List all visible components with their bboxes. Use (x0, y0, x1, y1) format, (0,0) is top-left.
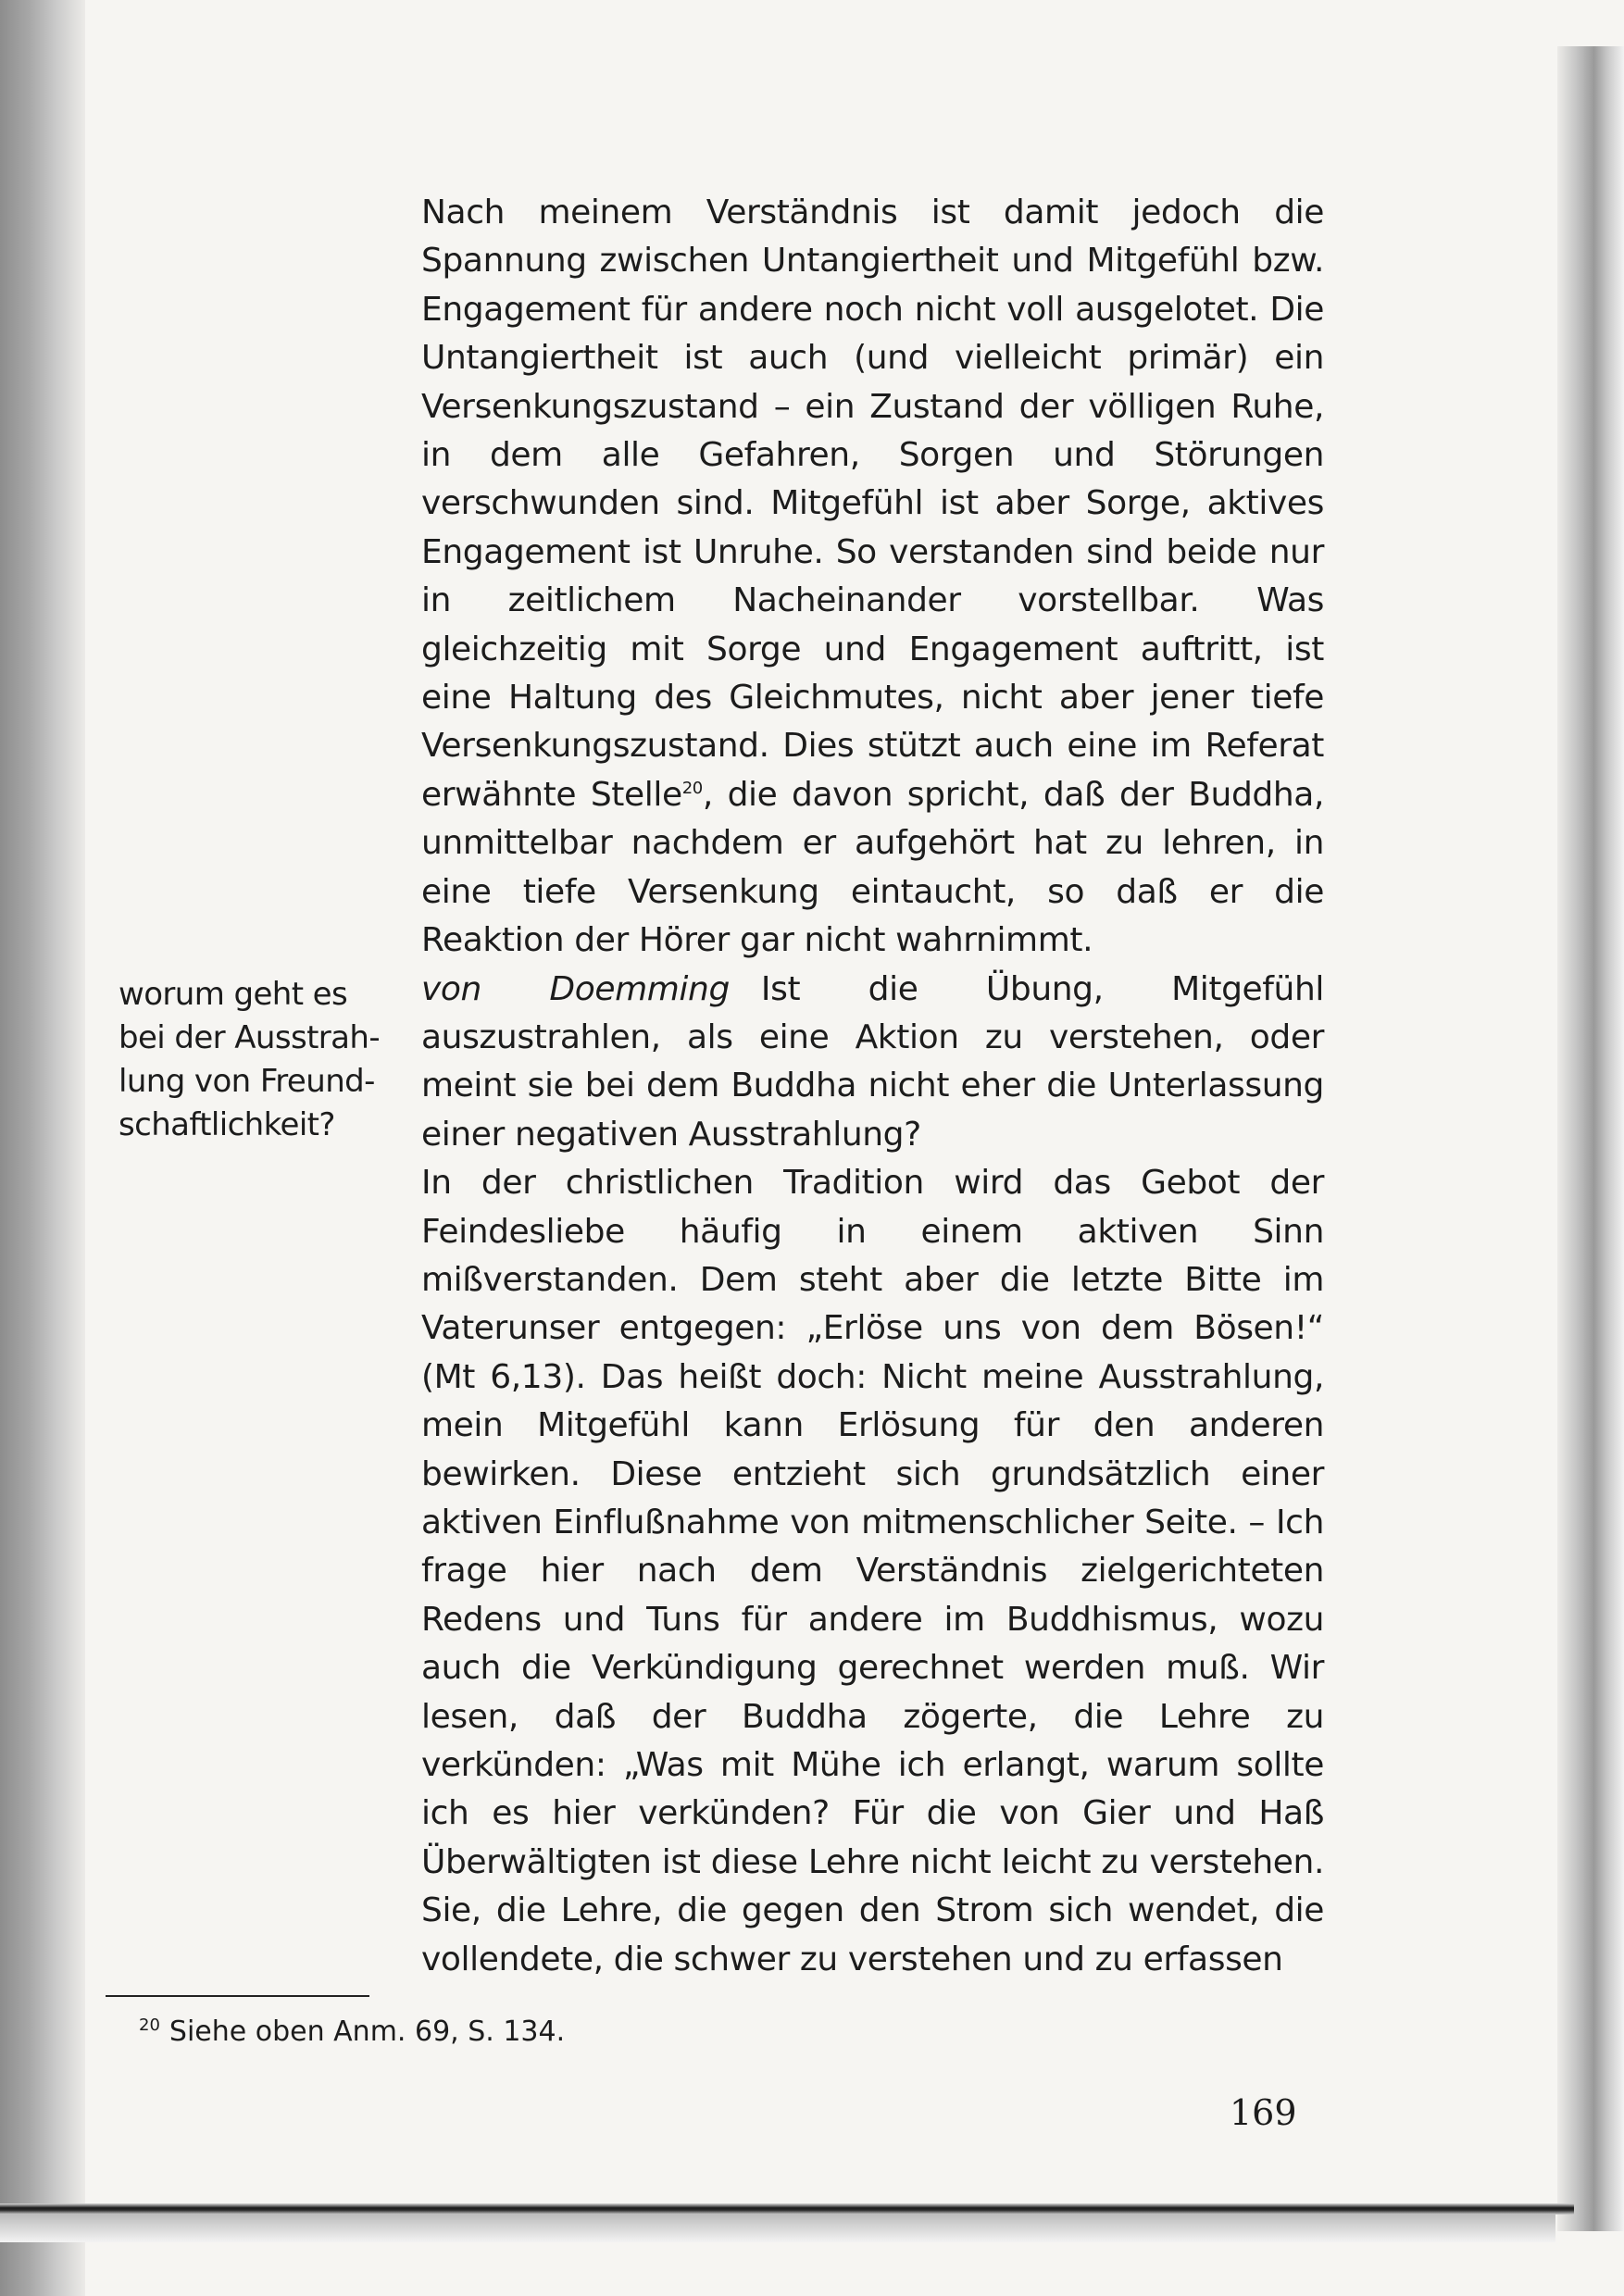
page-number: 169 (1230, 2092, 1297, 2133)
scan-shadow-bottom-faint (0, 2215, 1555, 2242)
footnote-divider (106, 1995, 369, 1997)
footnote-reference: 20 (681, 778, 703, 798)
margin-note (119, 973, 396, 1147)
paragraph (421, 966, 1324, 1160)
paragraph-text: Nach meinem Verständnis ist damit jedoch die Spannung zwischen Untangiertheit und Mitgefühl bzw. Engagement für andere noch nicht voll ausgelotet. Die Untangiertheit ist auch (und vielleicht primär) ein Versenkungszustand – ein Zustand der völligen Ruhe, in dem alle Gefahren, Sorgen und Störungen verschwunden sind. Mitgefühl ist aber Sorge, aktives Engagement ist Unruhe. So verstanden sind beide nur in zeitlichem Nacheinander vorstellbar. Was gleichzeitig mit Sorge und Engagement auftritt, ist eine Haltung des Gleichmutes, nicht aber jener tiefe Versenkungszustand. Dies stützt auch eine im Referat erwähnte Stelle (421, 193, 1324, 814)
paragraph-text: In der christlichen Tradition wird das Gebot der Feindesliebe häufig in einem aktiven Sinn mißverstanden. Dem steht aber die letzte Bitte im Vaterunser entgegen: „Erlöse uns von dem Bösen!“ (Mt 6,13). Das heißt doch: Nicht meine Ausstrahlung, mein Mitgefühl kann Erlösung für den anderen bewirken. Diese entzieht sich grundsätzlich einer aktiven Einflußnahme von mitmenschlicher Seite. – Ich frage hier nach dem Verständnis zielgerichteten Redens und Tuns für andere im Buddhismus, wozu auch die Verkündigung gerechnet werden muß. Wir lesen, daß der Buddha zögerte, die Lehre zu verkünden: „Was mit Mühe ich erlangt, warum sollte ich es hier verkünden? Für die von Gier und Haß Überwältigten ist diese Lehre nicht leicht zu verstehen. Sie, die Lehre, die gegen den Strom sich wendet, die vollendete, die schwer zu verstehen und zu erfassen (421, 1164, 1324, 1978)
speaker-name: von Doemming (421, 969, 730, 1008)
scan-shadow-left (0, 0, 85, 2296)
margin-note-line: lung von Freund- (119, 1063, 375, 1100)
footnote-text: Siehe oben Anm. 69, S. 134. (169, 2015, 566, 2048)
margin-note-line: schaftlichkeit? (119, 1106, 335, 1143)
margin-note-line: worum geht es (119, 976, 348, 1013)
paragraph-text: , die davon spricht, daß der Buddha, unmittelbar nachdem er aufgehört hat zu lehren, in eine tiefe Versenkung eintaucht, so daß er die Reaktion der Hörer gar nicht wahrnimmt. (421, 775, 1324, 960)
footnote (139, 2015, 565, 2048)
paragraph-text: Ist die Übung, Mitgefühl auszustrahlen, als eine Aktion zu verstehen, oder meint sie bei dem Buddha nicht eher die Unterlassung einer negativen Ausstrahlung? (421, 969, 1324, 1154)
scan-shadow-right (1557, 46, 1624, 2231)
footnote-number: 20 (139, 2015, 160, 2035)
paragraph (421, 1159, 1324, 1984)
main-text-column (421, 189, 1324, 1984)
scan-shadow-bottom (0, 2203, 1574, 2215)
paragraph (421, 189, 1324, 966)
margin-note-line: bei der Ausstrah- (119, 1019, 381, 1056)
